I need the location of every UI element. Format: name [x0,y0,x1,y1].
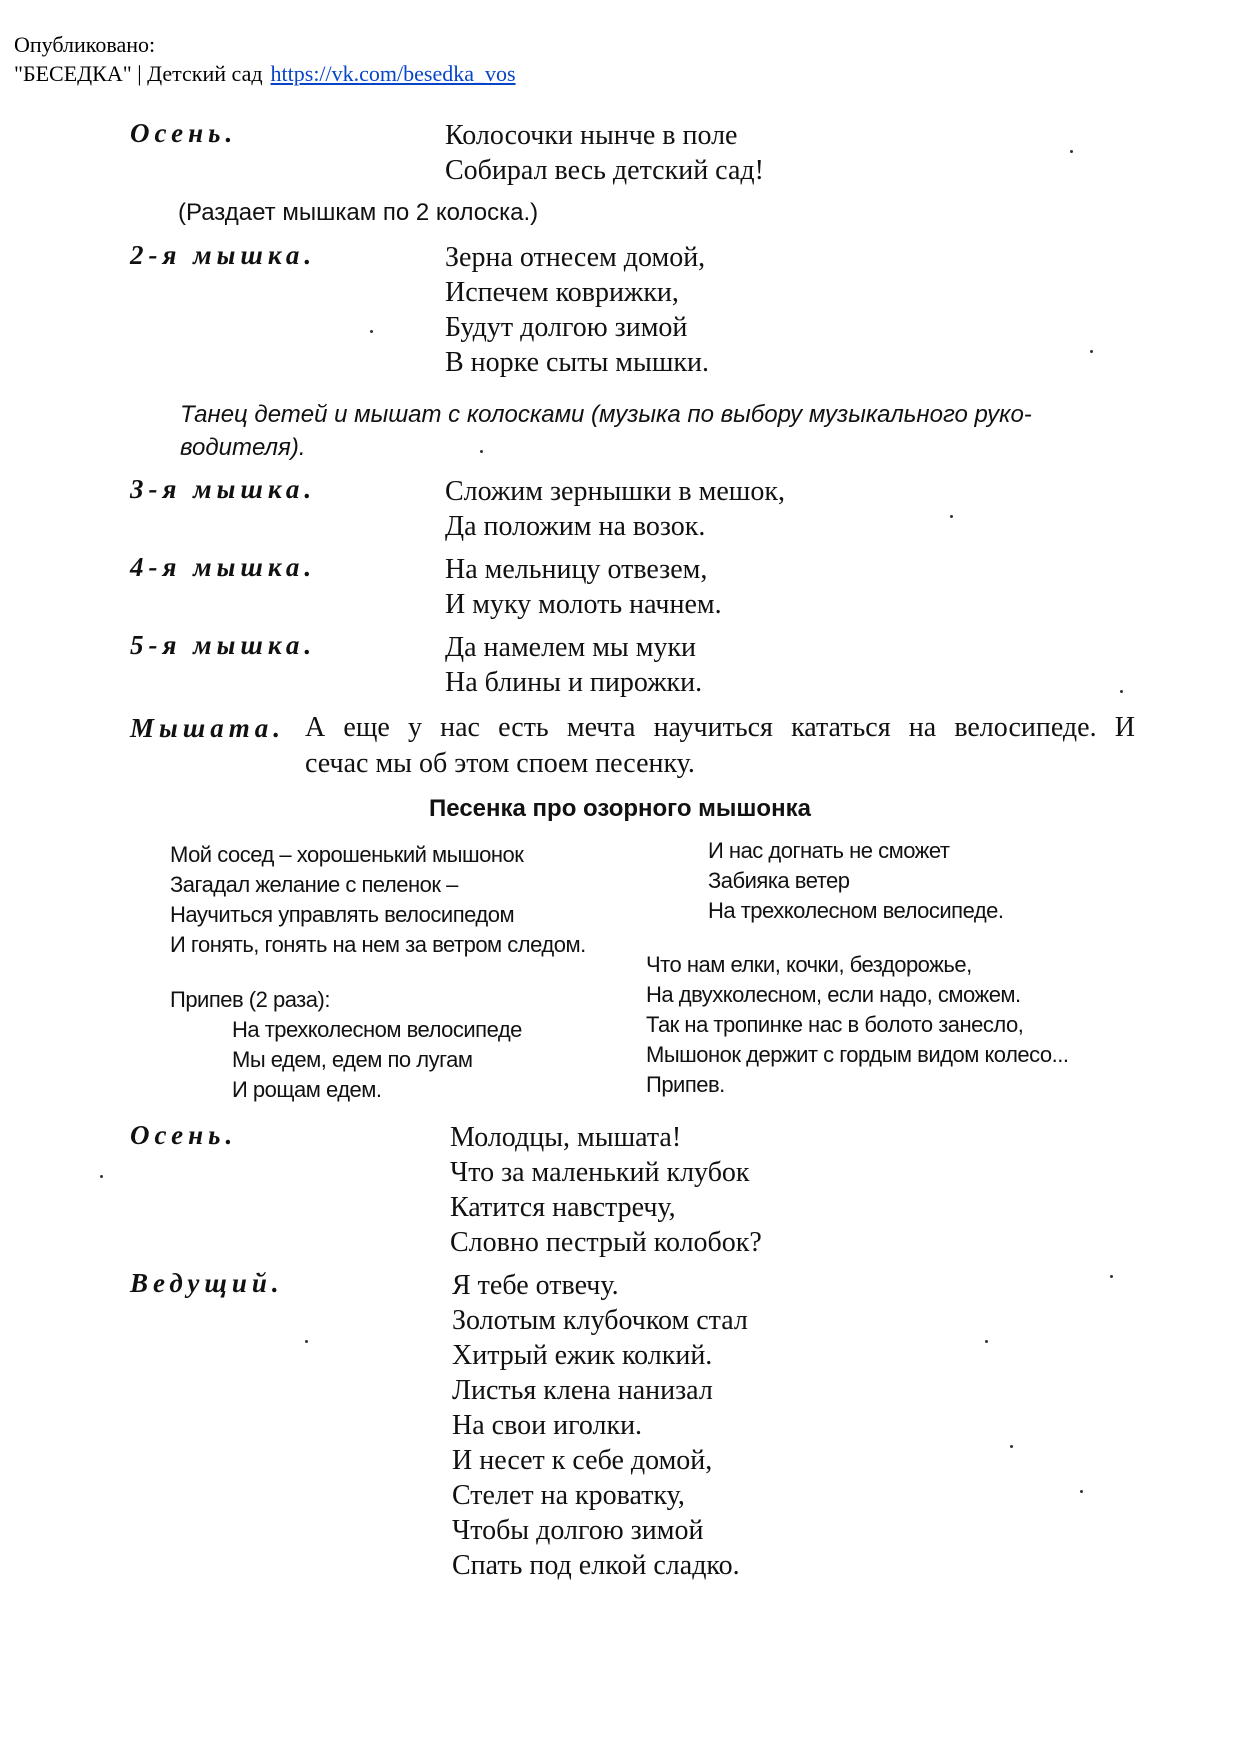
verse-line: И муку молоть начнем. [445,589,722,620]
verse-line: Колосочки нынче в поле [445,120,738,151]
scan-speck [100,1175,103,1178]
speaker-name: Ведущий. [130,1268,284,1298]
speaker-name: 4-я мышка. [130,552,317,582]
verse-line: Листья клена нанизал [452,1375,713,1406]
verse-lines [445,118,764,188]
dance-line: водителя). [180,434,306,461]
scan-speck [1010,1445,1013,1448]
scan-speck [1080,1490,1083,1493]
verse-line: Хитрый ежик колкий. [452,1340,713,1371]
song-line: На трехколесном велосипеде. [708,898,1004,923]
song-line: Мой сосед – хорошенький мышонок [170,842,524,867]
speech-line: А еще у нас есть мечта научиться кататься на велосипеде. И [305,712,1135,743]
song-line: Загадал желание с пеленок – [170,872,458,897]
speaker-name: Мышата. [130,713,285,743]
dance-line: Танец детей и мышат с колосками (музыка по выбору музыкального руко- [180,401,1032,428]
scan-speck [1110,1275,1113,1278]
scan-speck [1090,350,1093,353]
scan-speck [985,1340,988,1343]
song-verse-1 [170,840,586,960]
song-line: Мышонок держит с гордым видом колесо... [646,1042,1069,1067]
song-line: Так на тропинке нас в болото занесло, [646,1012,1024,1037]
song-line: Что нам елки, кочки, бездорожье, [646,952,972,977]
verse-lines [445,474,785,544]
verse-line: Будут долгою зимой [445,312,688,343]
song-chorus [232,1015,522,1105]
speaker-name: Осень. [130,118,238,148]
verse-line: Стелет на кроватку, [452,1480,685,1511]
verse-line: Да намелем мы муки [445,632,697,663]
verse-line: Молодцы, мышата! [450,1122,682,1153]
published-label: Опубликовано: [14,32,156,57]
speaker-name: Осень. [130,1120,238,1150]
verse-line: Спать под елкой сладко. [452,1550,740,1581]
verse-line: Катится навстречу, [450,1192,676,1223]
verse-lines [445,552,722,622]
source-text: "БЕСЕДКА" | Детский сад [14,61,263,86]
verse-line: На блины и пирожки. [445,667,703,698]
scan-speck [305,1340,308,1343]
verse-lines [452,1268,748,1583]
verse-line: Зерна отнесем домой, [445,242,706,273]
song-line: Мы едем, едем по лугам [232,1047,473,1072]
verse-line: На свои иголки. [452,1410,643,1441]
publication-header [14,30,516,88]
source-line [14,59,516,88]
verse-lines [450,1120,762,1260]
song-line: И нас догнать не сможет [708,838,950,863]
song-verse-2 [646,950,1068,1100]
speaker-name: 3-я мышка. [130,474,317,504]
verse-line: И несет к себе домой, [452,1445,713,1476]
speech-line: сечас мы об этом споем песенку. [305,748,695,779]
verse-line: Я тебе отвечу. [452,1270,619,1301]
verse-lines [445,240,709,380]
verse-line: На мельницу отвезем, [445,554,708,585]
dance-direction [180,398,1140,464]
scan-speck [480,450,483,453]
song-chorus-continued [708,836,1004,926]
verse-line: Чтобы долгою зимой [452,1515,704,1546]
verse-lines [445,630,702,700]
chorus-label: Припев (2 раза): [170,987,330,1012]
song-line: Научиться управлять велосипедом [170,902,515,927]
song-title: Песенка про озорного мышонка [429,795,811,822]
verse-line: Что за маленький клубок [450,1157,750,1188]
verse-line: Собирал весь детский сад! [445,155,764,186]
speaker-name: 5-я мышка. [130,630,317,660]
speaker-name: 2-я мышка. [130,240,317,270]
song-line: И гонять, гонять на нем за ветром следом. [170,932,586,957]
verse-line: Испечем коврижки, [445,277,679,308]
song-line: Припев. [646,1072,725,1097]
song-line: Забияка ветер [708,868,850,893]
vk-link[interactable]: https://vk.com/besedka_vos [270,61,516,86]
verse-line: Сложим зернышки в мешок, [445,476,785,507]
scan-speck [1070,150,1073,153]
scan-speck [1120,690,1123,693]
song-line: На трехколесном велосипеде [232,1017,522,1042]
stage-direction: (Раздает мышкам по 2 колоска.) [178,199,539,226]
verse-line: Да положим на возок. [445,511,706,542]
song-line: И рощам едем. [232,1077,382,1102]
verse-line: В норке сыты мышки. [445,347,709,378]
song-line: На двухколесном, если надо, сможем. [646,982,1021,1007]
scan-speck [370,330,373,333]
scan-speck [950,515,953,518]
verse-line: Словно пестрый колобок? [450,1227,762,1258]
verse-line: Золотым клубочком стал [452,1305,748,1336]
